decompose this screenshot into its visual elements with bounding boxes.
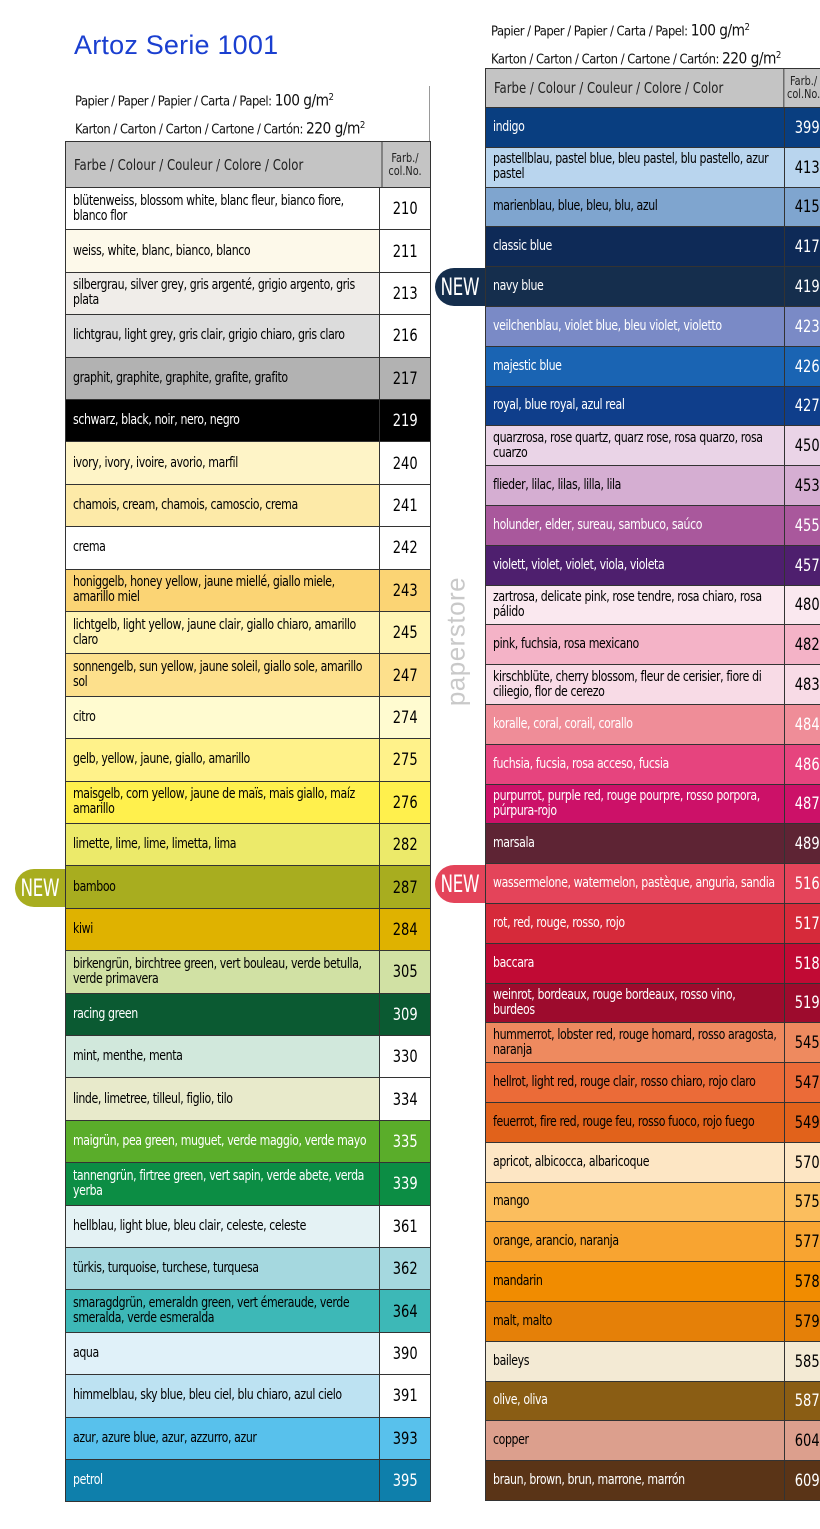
color-name: weiss, white, blanc, bianco, blanco [73, 242, 251, 259]
color-name: smaragdgrün, emeraldn green, vert émeraude, verde smeralda, verde esmeralda [73, 1295, 350, 1327]
color-number: 241 [379, 485, 430, 526]
color-name: olive, oliva [493, 1392, 548, 1409]
table-row [65, 1036, 431, 1078]
table-row [485, 426, 820, 466]
table-row [65, 400, 431, 442]
color-number: 213 [379, 273, 430, 314]
table-row [485, 188, 820, 228]
color-name: racing green [73, 1005, 138, 1022]
table-row [65, 1418, 431, 1460]
color-number: 545 [784, 1023, 820, 1062]
color-number: 276 [379, 782, 430, 823]
color-name: kiwi [73, 920, 93, 937]
color-number: 362 [379, 1248, 430, 1289]
color-number: 274 [379, 697, 430, 738]
color-number: 390 [379, 1333, 430, 1374]
color-name: marienblau, blue, bleu, blu, azul [493, 198, 658, 215]
table-row [485, 984, 820, 1024]
right-color-table [485, 68, 820, 1501]
color-number: 282 [379, 824, 430, 865]
color-number: 361 [379, 1206, 430, 1247]
table-row [485, 1023, 820, 1063]
color-number: 245 [379, 612, 430, 653]
color-name: mango [493, 1193, 530, 1210]
table-row [485, 1342, 820, 1382]
table-row [485, 1262, 820, 1302]
color-number: 577 [784, 1222, 820, 1261]
color-name: lichtgrau, light grey, gris clair, grigio chiaro, gris claro [73, 327, 345, 344]
table-row [485, 267, 820, 307]
table-row [485, 466, 820, 506]
table-row [65, 739, 431, 781]
new-badge: NEW [15, 869, 65, 907]
color-name: fuchsia, fucsia, rosa acceso, fucsia [493, 755, 669, 772]
table-row [485, 1063, 820, 1103]
color-name: honiggelb, honey yellow, jaune miellé, giallo miele, amarillo miel [73, 574, 335, 606]
color-name: limette, lime, lime, limetta, lima [73, 836, 237, 853]
color-number: 480 [784, 586, 820, 625]
color-name: rot, red, rouge, rosso, rojo [493, 914, 625, 931]
table-row [485, 148, 820, 188]
color-number: 247 [379, 654, 430, 695]
table-row [485, 705, 820, 745]
color-name: quarzrosa, rose quartz, quarz rose, rosa quarzo, rosa cuarzo [493, 429, 763, 461]
color-name: braun, brown, brun, marrone, marrón [493, 1472, 685, 1489]
color-number: 486 [784, 745, 820, 784]
table-row [485, 586, 820, 626]
color-name: pastellblau, pastel blue, bleu pastel, blu pastello, azur pastel [493, 151, 769, 183]
color-name: himmelblau, sky blue, bleu ciel, blu chiaro, azul cielo [73, 1387, 342, 1404]
color-number: 309 [379, 994, 430, 1035]
color-number: 453 [784, 466, 820, 505]
table-row [65, 697, 431, 739]
color-name: chamois, cream, chamois, camoscio, crema [73, 496, 298, 513]
color-number: 579 [784, 1302, 820, 1341]
color-name: navy blue [493, 278, 544, 295]
table-row [485, 1143, 820, 1183]
color-number: 210 [379, 188, 430, 229]
paper-weight-line: Papier / Paper / Papier / Carta / Papel: 100 $g/m^2$ [491, 20, 750, 40]
color-number: 395 [379, 1460, 430, 1501]
card-weight-line: Karton / Carton / Carton / Cartone / Cartón: 220 $g/m^2$ [491, 48, 781, 67]
color-name: türkis, turquoise, turchese, turquesa [73, 1260, 259, 1277]
color-name: hummerrot, lobster red, rouge homard, rosso aragosta, naranja [493, 1026, 777, 1058]
color-name: holunder, elder, sureau, sambuco, saúco [493, 516, 703, 533]
color-number: 217 [379, 358, 430, 399]
color-name: copper [493, 1432, 529, 1449]
table-row [65, 1078, 431, 1120]
table-row [485, 1222, 820, 1262]
color-number: 275 [379, 739, 430, 780]
table-row [65, 612, 431, 654]
table-row [65, 1375, 431, 1417]
color-number: 419 [784, 267, 820, 306]
table-row [485, 944, 820, 984]
color-number: 287 [379, 866, 430, 907]
table-row [485, 1183, 820, 1223]
color-name: ivory, ivory, ivoire, avorio, marfil [73, 454, 238, 471]
divider [429, 86, 430, 141]
color-name: tannengrün, firtree green, vert sapin, verde abete, verda yerba [73, 1167, 365, 1199]
color-number: 450 [784, 426, 820, 465]
color-number: 585 [784, 1342, 820, 1381]
table-row [65, 654, 431, 696]
table-row [485, 506, 820, 546]
header-number-label: Farb./ col.No. [382, 142, 428, 187]
table-row [65, 1121, 431, 1163]
color-name: royal, blue royal, azul real [493, 397, 625, 414]
table-row [485, 785, 820, 825]
color-number: 457 [784, 546, 820, 585]
color-number: 482 [784, 625, 820, 664]
color-number: 335 [379, 1121, 430, 1162]
table-row [65, 485, 431, 527]
table-row [65, 230, 431, 272]
table-row [65, 315, 431, 357]
color-name: hellblau, light blue, bleu clair, celeste, celeste [73, 1217, 306, 1234]
color-number: 547 [784, 1063, 820, 1102]
color-number: 427 [784, 387, 820, 426]
table-row [65, 273, 431, 315]
left-color-table [65, 141, 431, 1502]
table-row [485, 1461, 820, 1501]
color-name: weinrot, bordeaux, rouge bordeaux, rosso vino, burdeos [493, 986, 736, 1018]
header-color-label: Farbe / Colour / Couleur / Colore / Color [74, 155, 304, 174]
color-number: 219 [379, 400, 430, 441]
color-number: 518 [784, 944, 820, 983]
page-title: Artoz Serie 1001 [74, 30, 279, 60]
color-number: 415 [784, 188, 820, 227]
color-number: 413 [784, 148, 820, 187]
color-number: 426 [784, 347, 820, 386]
table-row [485, 387, 820, 427]
table-row [65, 570, 431, 612]
color-name: petrol [73, 1472, 103, 1489]
table-row [485, 1302, 820, 1342]
color-name: kirschblüte, cherry blossom, fleur de cerisier, fiore di ciliegio, flor de cerezo [493, 668, 762, 700]
table-row [485, 1382, 820, 1422]
color-number: 284 [379, 909, 430, 950]
color-number: 516 [784, 864, 820, 903]
color-name: wassermelone, watermelon, pastèque, anguria, sandia [493, 875, 775, 892]
color-number: 423 [784, 307, 820, 346]
table-header [65, 141, 431, 188]
table-row [65, 1333, 431, 1375]
color-number: 242 [379, 527, 430, 568]
color-number: 587 [784, 1382, 820, 1421]
left-weights [75, 86, 365, 141]
color-number: 240 [379, 442, 430, 483]
table-row [485, 108, 820, 148]
color-name: bamboo [73, 878, 116, 895]
table-row [485, 227, 820, 267]
table-row [65, 1460, 431, 1502]
color-name: hellrot, light red, rouge clair, rosso chiaro, rojo claro [493, 1074, 756, 1091]
color-name: mandarin [493, 1273, 543, 1290]
color-name: silbergrau, silver grey, gris argenté, grigio argento, gris plata [73, 277, 355, 309]
color-number: 487 [784, 785, 820, 824]
table-row [485, 347, 820, 387]
color-name: azur, azure blue, azur, azzurro, azur [73, 1429, 257, 1446]
color-name: linde, limetree, tilleul, figlio, tilo [73, 1090, 233, 1107]
color-name: orange, arancio, naranja [493, 1233, 619, 1250]
table-row [65, 188, 431, 230]
color-number: 455 [784, 506, 820, 545]
color-number: 575 [784, 1183, 820, 1222]
table-row [485, 546, 820, 586]
color-name: graphit, graphite, graphite, grafite, grafito [73, 369, 288, 386]
color-name: citro [73, 708, 96, 725]
color-number: 393 [379, 1418, 430, 1459]
color-name: maigrün, pea green, muguet, verde maggio, verde mayo [73, 1132, 367, 1149]
table-row [65, 1290, 431, 1332]
color-number: 609 [784, 1461, 820, 1500]
color-name: apricot, albicocca, albaricoque [493, 1153, 650, 1170]
color-number: 604 [784, 1421, 820, 1460]
color-number: 578 [784, 1262, 820, 1301]
color-number: 305 [379, 951, 430, 992]
table-row [485, 665, 820, 705]
color-name: pink, fuchsia, rosa mexicano [493, 636, 639, 653]
table-row [485, 864, 820, 904]
color-name: aqua [73, 1344, 99, 1361]
color-name: koralle, coral, corail, corallo [493, 715, 633, 732]
color-name: blütenweiss, blossom white, blanc fleur, bianco fiore, blanco flor [73, 192, 344, 224]
color-name: purpurrot, purple red, rouge pourpre, rosso porpora, púrpura-rojo [493, 787, 760, 819]
table-row [485, 307, 820, 347]
table-row [485, 824, 820, 864]
header-number-label: Farb./ col.No. [783, 69, 820, 107]
color-number: 334 [379, 1078, 430, 1119]
color-name: baccara [493, 954, 535, 971]
table-row [65, 1206, 431, 1248]
header-color-label: Farbe / Colour / Couleur / Colore / Color [494, 79, 724, 97]
color-number: 243 [379, 570, 430, 611]
color-name: flieder, lilac, lilas, lilla, lila [493, 477, 621, 494]
table-row [485, 625, 820, 665]
color-name: veilchenblau, violet blue, bleu violet, violetto [493, 317, 722, 334]
color-number: 483 [784, 665, 820, 704]
table-row [485, 1103, 820, 1143]
table-row [65, 442, 431, 484]
color-number: 517 [784, 904, 820, 943]
color-name: violett, violet, violet, viola, violeta [493, 556, 665, 573]
color-name: birkengrün, birchtree green, vert bouleau, verde betulla, verde primavera [73, 955, 362, 987]
color-number: 417 [784, 227, 820, 266]
new-badge: NEW [435, 268, 485, 306]
color-name: indigo [493, 118, 525, 135]
table-row [485, 1421, 820, 1461]
color-name: crema [73, 539, 106, 556]
card-weight-line: Karton / Carton / Carton / Cartone / Cartón: 220 $g/m^2$ [75, 118, 365, 137]
color-number: 484 [784, 705, 820, 744]
color-number: 211 [379, 230, 430, 271]
color-name: gelb, yellow, jaune, giallo, amarillo [73, 751, 250, 768]
table-row [65, 1248, 431, 1290]
color-name: feuerrot, fire red, rouge feu, rosso fuoco, rojo fuego [493, 1113, 755, 1130]
color-number: 399 [784, 108, 820, 147]
color-name: marsala [493, 835, 535, 852]
right-weights [491, 16, 781, 71]
table-row [65, 951, 431, 993]
table-row [65, 527, 431, 569]
color-number: 570 [784, 1143, 820, 1182]
color-number: 364 [379, 1290, 430, 1331]
color-name: maisgelb, corn yellow, jaune de maïs, mais giallo, maíz amarillo [73, 786, 355, 818]
color-number: 549 [784, 1103, 820, 1142]
color-name: schwarz, black, noir, nero, negro [73, 412, 240, 429]
table-row [65, 994, 431, 1036]
table-header [485, 68, 820, 108]
table-row [485, 904, 820, 944]
color-number: 489 [784, 824, 820, 863]
table-row [65, 866, 431, 908]
table-row [65, 909, 431, 951]
color-number: 391 [379, 1375, 430, 1416]
color-number: 519 [784, 984, 820, 1023]
color-name: mint, menthe, menta [73, 1048, 183, 1065]
paper-weight-line: Papier / Paper / Papier / Carta / Papel: 100 $g/m^2$ [75, 90, 334, 110]
color-name: sonnengelb, sun yellow, jaune soleil, giallo sole, amarillo sol [73, 659, 363, 691]
color-number: 216 [379, 315, 430, 356]
color-name: zartrosa, delicate pink, rose tendre, rosa chiaro, rosa pálido [493, 588, 762, 620]
table-row [65, 824, 431, 866]
table-row [485, 745, 820, 785]
color-name: majestic blue [493, 357, 562, 374]
color-number: 330 [379, 1036, 430, 1077]
color-name: malt, malto [493, 1312, 552, 1329]
new-badge: NEW [435, 865, 485, 903]
color-name: lichtgelb, light yellow, jaune clair, giallo chiaro, amarillo claro [73, 616, 356, 648]
table-row [65, 358, 431, 400]
color-name: baileys [493, 1352, 530, 1369]
color-number: 339 [379, 1163, 430, 1204]
color-name: classic blue [493, 238, 552, 255]
table-row [65, 1163, 431, 1205]
table-row [65, 782, 431, 824]
